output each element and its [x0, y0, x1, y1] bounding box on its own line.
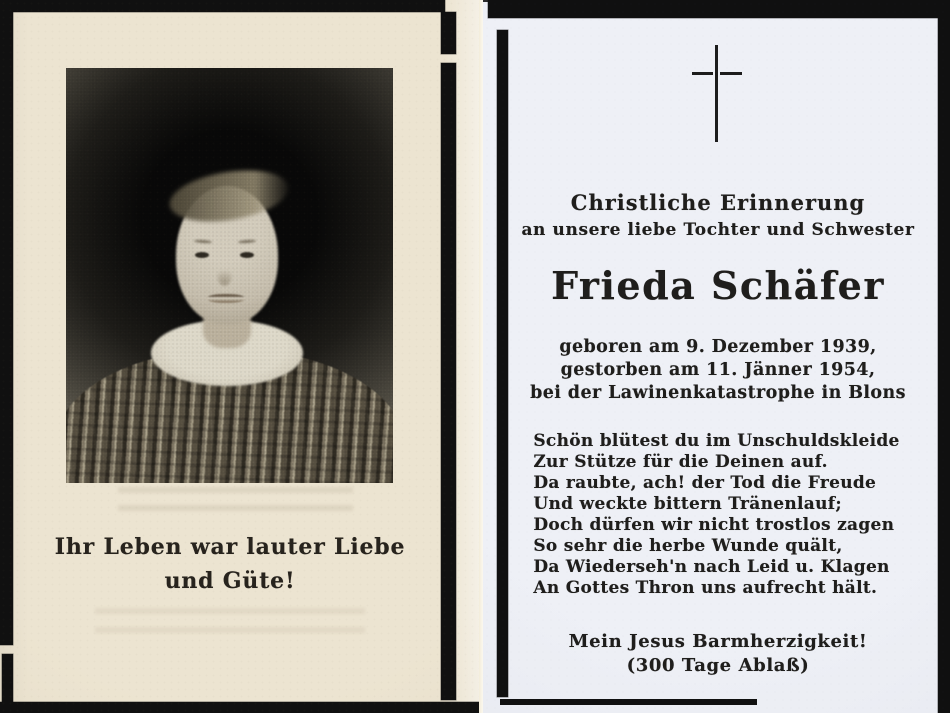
cross-vertical [715, 45, 718, 142]
poem-line: Schön blütest du im Unschuldskleide [533, 431, 900, 451]
death-place-line: bei der Lawinenkatastrophe in Blons [530, 383, 906, 403]
frame-right-strip [441, 63, 456, 700]
cross-arm-left [692, 72, 713, 75]
poem-line: Zur Stütze für die Deinen auf. [533, 452, 828, 472]
frame-top-bar [0, 0, 445, 12]
poem-line: Doch dürfen wir nicht trostlos zagen [533, 515, 895, 535]
front-caption-line2: und Güte! [164, 568, 296, 594]
front-caption-line1: Ihr Leben war lauter Liebe [54, 534, 406, 560]
death-date-line: gestorben am 11. Jänner 1954, [560, 360, 876, 380]
frame-right-strip-upper [441, 12, 456, 54]
poem-line: Und weckte bittern Tränenlauf; [533, 494, 842, 514]
poem-line: So sehr die herbe Wunde quält, [533, 536, 843, 556]
memorial-poem [483, 431, 950, 599]
frame-top-bar [488, 0, 950, 18]
birth-date-line: geboren am 9. Dezember 1939, [559, 337, 877, 357]
frame-left-strip-lower [2, 654, 13, 702]
memorial-subheading: an unsere liebe Tochter und Schwester [521, 220, 915, 240]
memorial-card-inner-page [483, 0, 950, 713]
closing-invocation: Mein Jesus Barmherzigkeit! [568, 631, 868, 652]
ink-bleed-through [118, 487, 353, 523]
poem-line: An Gottes Thron uns aufrecht hält. [533, 578, 878, 598]
poem-line: Da raubte, ach! der Tod die Freude [533, 473, 877, 493]
photo-halftone-grain-dark [66, 68, 393, 483]
frame-bottom-bar [0, 702, 479, 713]
memorial-heading: Christliche Erinnerung [570, 190, 866, 215]
frame-right-strip [938, 0, 950, 713]
life-dates [508, 336, 928, 405]
portrait-photo [66, 68, 393, 483]
indulgence-note: (300 Tage Ablaß) [626, 655, 810, 676]
deceased-name: Frieda Schäfer [551, 263, 885, 308]
ink-bleed-through [95, 600, 365, 646]
frame-bottom-bar [500, 699, 757, 705]
cross-arm-right [720, 72, 742, 75]
poem-line: Da Wiederseh'n nach Leid u. Klagen [533, 557, 890, 577]
